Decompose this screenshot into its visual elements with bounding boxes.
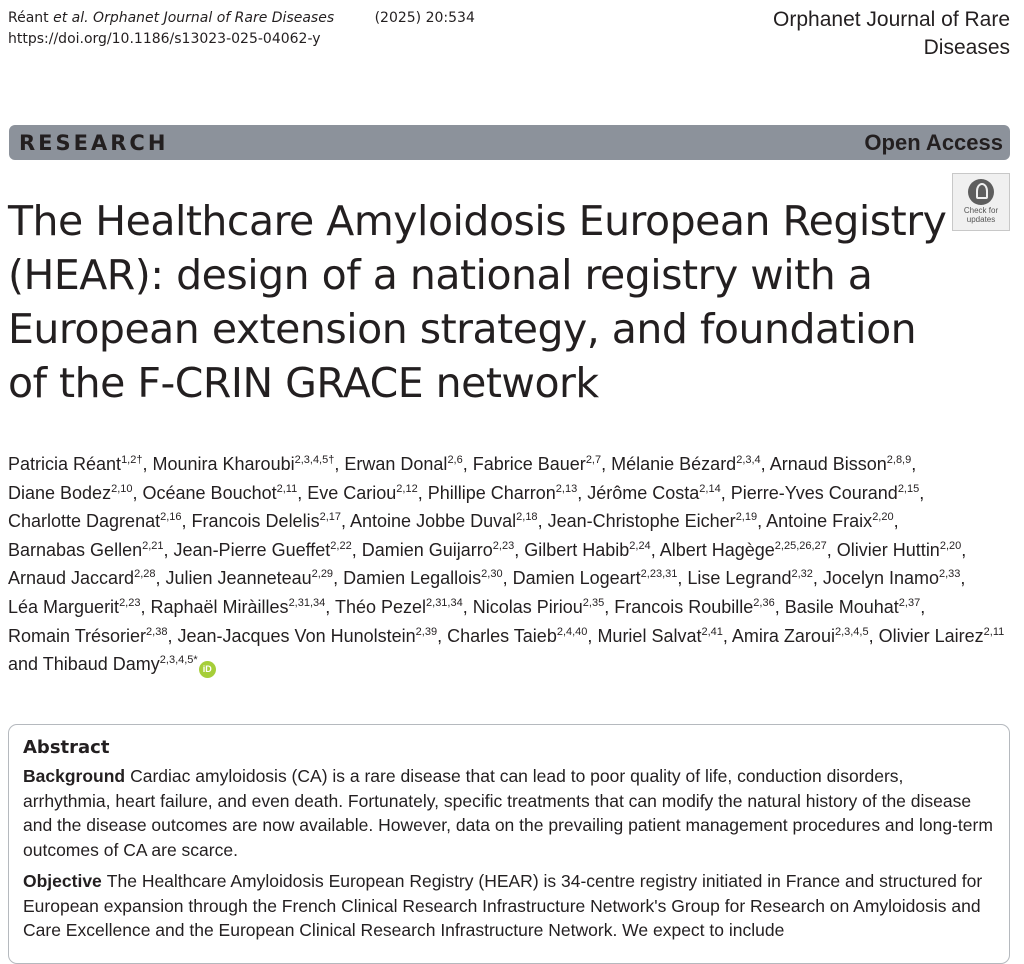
author-name[interactable] (166, 568, 334, 588)
author-name-text: Léa Marguerit (8, 596, 120, 617)
author-name-text: Charlotte Dagrenat (8, 511, 161, 532)
abstract-section-head: Background (23, 766, 126, 786)
citation-year: (2025) 20:534 (374, 10, 475, 26)
author-name-text: Arnaud Bisson (769, 454, 887, 474)
article-title: The Healthcare Amyloidosis European Registry (HEAR): design of a national registry with a European extension strategy, and foundation of the F-CRIN GRACE network (8, 197, 947, 407)
author-name[interactable] (473, 597, 604, 617)
abstract-heading: Abstract (23, 737, 110, 758)
author-affiliation: 2,13 (555, 482, 578, 495)
author-affiliation: 2,17 (319, 511, 341, 524)
author-name-text: Patricia Réant (8, 454, 122, 474)
bookmark-icon (968, 179, 994, 205)
author-affiliation: 2,18 (516, 511, 538, 524)
author-name-text: Théo Pezel (334, 596, 427, 617)
doi-link[interactable]: https://doi.org/10.1186/s13023-025-04062-y (8, 31, 321, 47)
author-name-text: Gilbert Habib (524, 539, 630, 560)
author-affiliation: 2,36 (753, 596, 775, 609)
author-affiliation: 2,11 (983, 625, 1005, 638)
author-name[interactable] (43, 654, 216, 674)
author-name[interactable] (143, 483, 298, 503)
author-affiliation: 2,30 (481, 568, 503, 581)
abstract-background (23, 764, 995, 862)
author-name[interactable] (548, 511, 758, 531)
author-name-text: Damien Legallois (343, 568, 482, 589)
author-affiliation: 2,38 (146, 625, 168, 638)
author-affiliation: 2,33 (938, 568, 961, 581)
author-affiliation: 2,21 (142, 539, 164, 552)
author-name[interactable] (8, 626, 167, 646)
author-name-text: Erwan Donal (344, 454, 448, 474)
abstract-objective (23, 869, 995, 943)
author-affiliation: 2,15 (897, 482, 920, 495)
author-name[interactable] (513, 568, 678, 588)
author-name[interactable] (8, 568, 156, 588)
author-affiliation: 2,16 (160, 511, 182, 524)
author-name-text: Olivier Huttin (836, 539, 940, 560)
citation-header (8, 8, 475, 50)
author-affiliation: 2,19 (735, 511, 758, 524)
author-name[interactable] (823, 568, 960, 588)
check-badge-line1: Check for (963, 206, 999, 215)
author-affiliation: 1,2† (121, 454, 143, 466)
author-affiliation: 2,3,4,5 (834, 625, 869, 638)
author-name[interactable] (785, 597, 921, 617)
author-affiliation: 2,22 (330, 539, 352, 552)
author-name[interactable] (660, 540, 827, 560)
author-name-text: Eve Cariou (307, 482, 397, 503)
check-for-updates-badge[interactable] (952, 173, 1010, 231)
author-name[interactable] (174, 540, 352, 560)
author-name-text: Antoine Jobbe Duval (350, 511, 517, 532)
author-name[interactable] (8, 540, 164, 560)
author-name[interactable] (307, 483, 417, 503)
author-name-text: Pierre-Yves Courand (730, 482, 898, 503)
author-affiliation: 2,28 (134, 568, 156, 581)
author-name-text: Lise Legrand (687, 568, 792, 589)
author-name-text: Muriel Salvat (597, 625, 702, 646)
author-name-text: Francois Delelis (191, 511, 320, 532)
author-name[interactable] (597, 626, 722, 646)
author-name[interactable] (344, 454, 462, 474)
open-access-label: Open Access (864, 130, 1003, 155)
article-type-banner (9, 125, 1010, 160)
author-name-text: Olivier Lairez (878, 625, 984, 646)
author-affiliation: 2,8,9 (886, 454, 912, 466)
author-name[interactable] (731, 483, 920, 503)
journal-name: Orphanet Journal of Rare Diseases (773, 8, 1010, 59)
author-name-text: Albert Hagège (659, 539, 775, 560)
author-affiliation: 2,31,34 (426, 596, 463, 609)
author-name-text: Phillipe Charron (427, 482, 556, 503)
author-name[interactable] (362, 540, 514, 560)
author-affiliation: 2,29 (311, 568, 334, 581)
author-name[interactable] (8, 511, 182, 531)
author-name-text: Julien Jeanneteau (165, 568, 312, 589)
author-name[interactable] (473, 454, 601, 474)
author-name-text: Jérôme Costa (587, 482, 700, 503)
author-affiliation: 2,3,4,5* (159, 654, 198, 667)
author-name-text: Damien Guijarro (361, 539, 493, 560)
author-name-text: Fabrice Bauer (472, 454, 586, 474)
author-name-text: Basile Mouhat (784, 596, 899, 617)
author-affiliation: 2,32 (791, 568, 813, 581)
author-name[interactable] (8, 597, 140, 617)
author-connector: and (8, 654, 43, 675)
author-name[interactable] (177, 626, 437, 646)
abstract-box (8, 724, 1010, 964)
author-affiliation: 2,23,31 (640, 568, 678, 581)
author-affiliation: 2,11 (276, 482, 298, 495)
author-name[interactable] (428, 483, 578, 503)
author-name-text: Nicolas Piriou (472, 596, 583, 617)
author-affiliation: 2,31,34 (288, 596, 326, 609)
author-name-text: Océane Bouchot (142, 482, 277, 503)
author-affiliation: 2,12 (396, 482, 418, 495)
orcid-icon[interactable]: iD (199, 661, 216, 678)
author-affiliation: 2,25,26,27 (774, 539, 827, 552)
author-name[interactable] (614, 597, 774, 617)
author-name[interactable] (766, 511, 893, 531)
abstract-section-text: The Healthcare Amyloidosis European Registry (HEAR) is 34-centre registry initiated in France and structured for European expansion through the French Clinical Research Infrastructure Network's Group for Research on Amyloidosis and Care Excellence and the European Clinical Research Infrastructure Network. We expect to include (23, 871, 983, 940)
author-name-text: Raphaël Miràilles (150, 596, 289, 617)
abstract-section-head: Objective (23, 871, 102, 891)
author-affiliation: 2,23 (119, 596, 141, 609)
citation-author: Réant (8, 10, 49, 26)
author-affiliation: 2,23 (492, 539, 515, 552)
author-name[interactable] (587, 483, 720, 503)
abstract-section-text: Cardiac amyloidosis (CA) is a rare disease that can lead to poor quality of life, conduction disorders, arrhythmia, heart failure, and even death. Fortunately, specific treatments that can modify the natural history of the disease and the disease outcomes are now available. However, data on the prevailing patient management procedures and long-term outcomes of CA are scarce. (23, 766, 993, 860)
author-name[interactable] (8, 483, 133, 503)
author-name[interactable] (732, 626, 869, 646)
author-name-text: Romain Trésorier (8, 625, 147, 646)
author-affiliation: 2,10 (111, 482, 133, 495)
author-name[interactable] (837, 540, 961, 560)
author-affiliation: 2,24 (629, 539, 651, 552)
author-affiliation: 2,20 (872, 511, 894, 524)
author-name-text: Mélanie Bézard (611, 454, 737, 474)
author-affiliation: 2,14 (699, 482, 721, 495)
author-name-text: Diane Bodez (8, 482, 112, 503)
author-name-text: Charles Taieb (447, 625, 557, 646)
author-name[interactable] (151, 597, 326, 617)
author-affiliation: 2,35 (582, 596, 605, 609)
author-name-text: Jean-Jacques Von Hunolstein (177, 625, 416, 646)
author-affiliation: 2,6 (447, 454, 463, 466)
author-name-text: Jean-Pierre Gueffet (173, 539, 331, 560)
citation-etal: et al. (53, 10, 89, 26)
author-name-text: Mounira Kharoubi (152, 454, 295, 474)
citation-journal: Orphanet Journal of Rare Diseases (93, 10, 335, 26)
author-affiliation: 2,37 (898, 596, 921, 609)
author-name[interactable] (335, 597, 463, 617)
author-name[interactable] (687, 568, 813, 588)
author-affiliation: 2,39 (415, 625, 438, 638)
author-name-text: Francois Roubille (614, 596, 754, 617)
author-name[interactable] (343, 568, 503, 588)
author-name[interactable] (770, 454, 912, 474)
author-name-text: Jean-Christophe Eicher (547, 511, 736, 532)
author-name[interactable] (611, 454, 761, 474)
author-name[interactable] (879, 626, 1005, 646)
author-affiliation: 2,41 (701, 625, 723, 638)
author-affiliation: 2,20 (939, 539, 962, 552)
author-affiliation: 2,3,4 (736, 454, 761, 466)
check-badge-line2: updates (966, 215, 996, 224)
author-affiliation: 2,3,4,5† (294, 454, 335, 466)
author-name[interactable] (350, 511, 538, 531)
author-name-text: Jocelyn Inamo (822, 568, 939, 589)
author-name-text: Arnaud Jaccard (8, 568, 135, 589)
article-type-label: RESEARCH (19, 131, 169, 155)
author-name[interactable] (153, 454, 335, 474)
author-name-text: Thibaud Damy (42, 654, 160, 675)
author-name-text: Amira Zaroui (731, 625, 835, 646)
author-affiliation: 2,4,40 (556, 625, 588, 638)
citation-line (8, 8, 475, 29)
author-name[interactable] (524, 540, 650, 560)
author-name-text: Antoine Fraix (766, 511, 873, 532)
author-name[interactable] (447, 626, 587, 646)
author-name-text: Barnabas Gellen (8, 539, 143, 560)
author-name-text: Damien Logeart (512, 568, 641, 589)
author-list: Patricia Réant$^{1,2\dagger}$, Mounira Kharoubi$^{2,3,4,5\dagger}$, Erwan Donal$^{2,6}$, Fabrice Bauer$^{2,7}$, Mélanie Bézard$^{2,3,4}$, Arnaud Bisson$^{2,8,9}$, Diane Bodez$^{2,10}$, Océane Bouchot$^{2,11}$, Eve Cariou$^{2,12}$, Phillipe Charron$^{2,13}$, Jérôme Costa$^{2,14}$, Pierre-Yves Courand$^{2,15}$, Charlotte Dagrenat$^{2,16}$, Francois Delelis$^{2,17}$, Antoine Jobbe Duval$^{2,18}$, Jean-Christophe Eicher$^{2,19}$, Antoine Fraix$^{2,20}$, Barnabas Gellen$^{2,21}$, Jean-Pierre Gueffet$^{2,22}$, Damien Guijarro$^{2,23}$, Gilbert Habib$^{2,24}$, Albert Hagège$^{2,25,26,27}$, Olivier Huttin$^{2,20}$, Arnaud Jaccard$^{2,28}$, Julien Jeanneteau$^{2,29}$, Damien Legallois$^{2,30}$, Damien Logeart$^{2,23,31}$, Lise Legrand$^{2,32}$, Jocelyn Inamo$^{2,33}$, Léa Marguerit$^{2,23}$, Raphaël Miràilles$^{2,31,34}$, Théo Pezel$^{2,31,34}$, Nicolas Piriou$^{2,35}$, Francois Roubille$^{2,36}$, Basile Mouhat$^{2,37}$, Romain Trésorier$^{2,38}$, Jean-Jacques Von Hunolstein$^{2,39}$, Charles Taieb$^{2,4,40}$, Muriel Salvat$^{2,41}$, Amira Zaroui$^{2,3,4,5}$, Olivier Lairez$^{2,11}$ and Thibaud Damy$^{2,3,4,5*}$iD (8, 450, 1008, 679)
author-name[interactable] (192, 511, 341, 531)
author-name[interactable] (8, 454, 142, 474)
author-affiliation: 2,7 (585, 454, 602, 466)
